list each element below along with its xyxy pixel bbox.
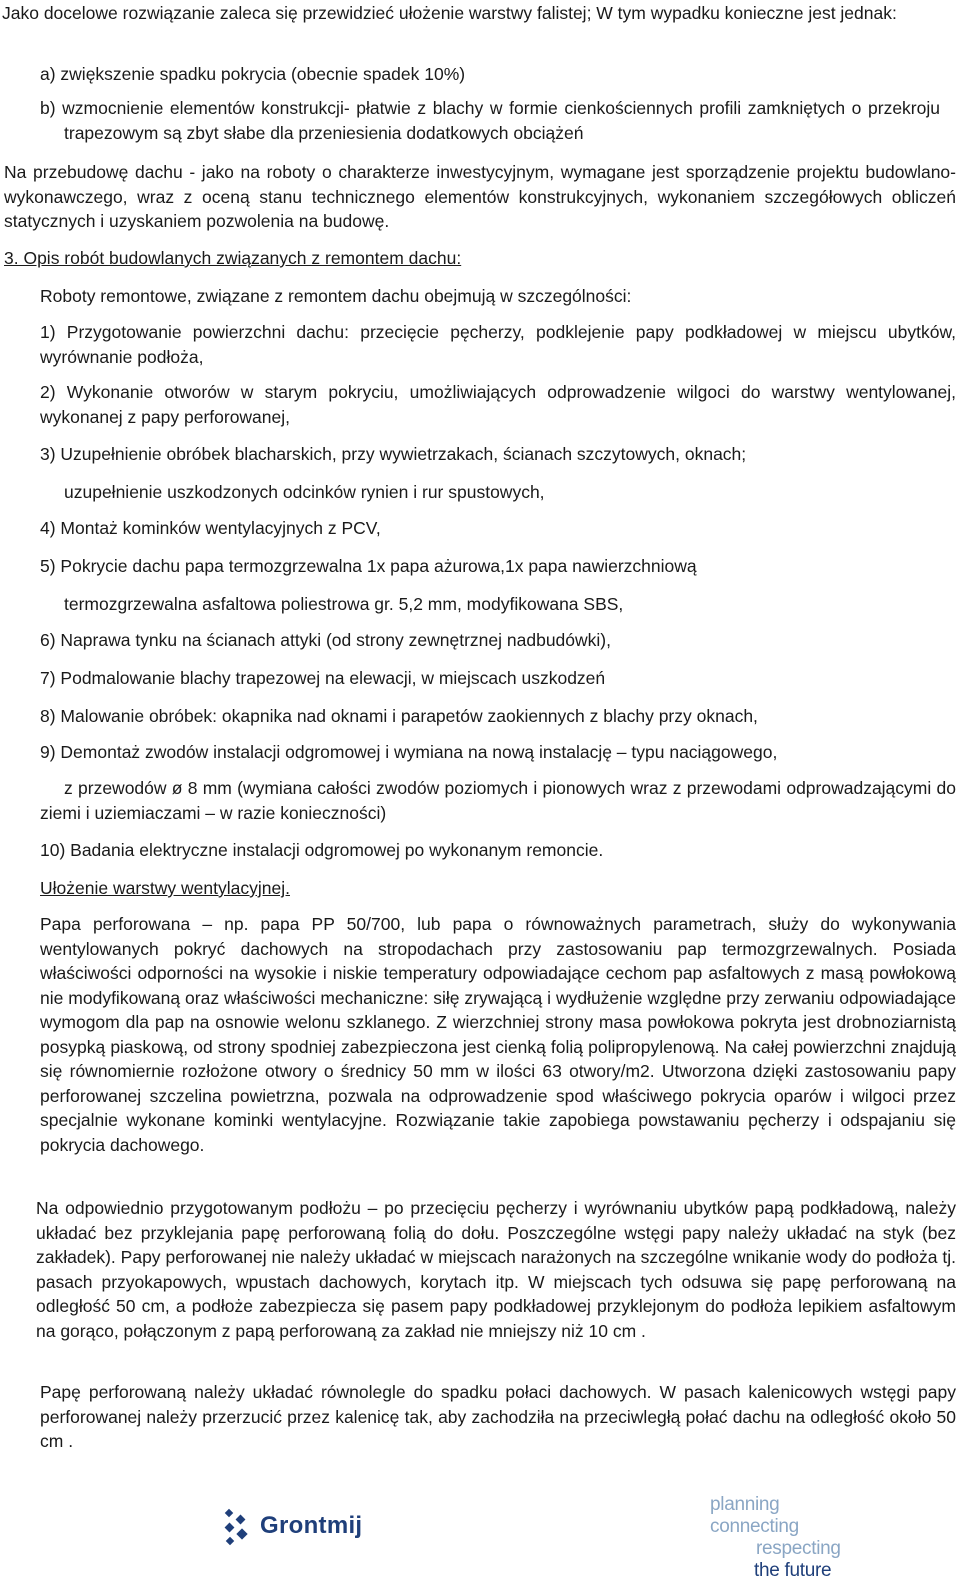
installation-paragraph: Na odpowiednio przygotowanym podłożu – po przecięciu pęcherzy i wyrównaniu ubytków papą podkładową, należy układać bez przyklejania papę perforowaną folią do dołu. Poszczególne wstęgi papy należy układać na styk (bez zakładek). Papy perforowanej nie należy układać w miejscach narażonych na szczególne wnikanie wody do podłoża tj. pasach przyokapowych, wpustach dachowych, korytach itp. W miejscach tych odsuwa się papę perforowaną na odległość 50 cm, a podłoże zabezpiecza się pasem papy podkładowej przyklejonym do podłoża lepikiem asfaltowym na gorąco, połączonym z papą perforowaną za zakład nie mniejszy niż 10 cm . <box>36 1198 956 1341</box>
intro-paragraph: Jako docelowe rozwiązanie zaleca się przewidzieć ułożenie warstwy falistej; W tym wypadku konieczne jest jednak: <box>2 3 897 23</box>
step-3: 3) Uzupełnienie obróbek blacharskich, przy wywietrzakach, ścianach szczytowych, oknach; <box>40 444 747 464</box>
section-3-heading: 3. Opis robót budowlanych związanych z remontem dachu: <box>4 248 462 268</box>
step-2: 2) Wykonanie otworów w starym pokryciu, umożliwiających odprowadzenie wilgoci do warstwy wentylowanej, wykonanej z papy perforowanej, <box>40 382 956 427</box>
step-1: 1) Przygotowanie powierzchni dachu: przecięcie pęcherzy, podklejenie papy podkładowej w miejscu ubytków, wyrównanie podłoża, <box>40 322 956 367</box>
step-6: 6) Naprawa tynku na ścianach attyki (od strony zewnętrznej nadbudówki), <box>40 630 611 650</box>
step-5: 5) Pokrycie dachu papa termozgrzewalna 1x papa ażurowa,1x papa nawierzchniową <box>40 556 697 576</box>
step-9-continued: z przewodów ø 8 mm (wymiana całości zwodów poziomych i pionowych wraz z przewodami odprowadzającymi do ziemi i uziemiaczami – w razie konieczności) <box>40 778 956 823</box>
ridge-paragraph: Papę perforowaną należy układać równolegle do spadku połaci dachowych. W pasach kalenicowych wstęgi papy perforowanej należy przerzucić przez kalenicę tak, aby zachodziła na przeciwległą połać dachu na odległość około 50 cm . <box>40 1382 956 1451</box>
tagline-line-3: the future <box>754 1560 832 1581</box>
step-8: 8) Malowanie obróbek: okapnika nad oknami i parapetów zaokiennych z blachy przy oknach, <box>40 706 758 726</box>
step-5-continued: termozgrzewalna asfaltowa poliestrowa gr. 5,2 mm, modyfikowana SBS, <box>64 594 624 614</box>
step-9: 9) Demontaż zwodów instalacji odgromowej i wymiana na nową instalację – typu naciągowego, <box>40 742 778 762</box>
list-item-a: a) zwiększenie spadku pokrycia (obecnie spadek 10%) <box>40 64 466 84</box>
step-3-continued: uzupełnienie uszkodzonych odcinków rynien i rur spustowych, <box>64 482 545 502</box>
tagline-line-2: respecting <box>756 1538 841 1559</box>
perforated-paper-paragraph: Papa perforowana – np. papa PP 50/700, lub papa o równoważnych parametrach, służy do wykonywania wentylowanych pokryć dachowych na stropodachach przy zastosowaniu pap termozgrzewalnych. Posiada właściwości odporności na wysokie i niskie temperatury odpowiadające cechom pap asfaltowych z masą powłokową nie modyfikowaną oraz właściwości mechaniczne: siłę zrywającą i wydłużenie względne przy zerwaniu odpowiadające wymogom dla pap na osnowie welonu szklanego. Z wierzchniej strony masa powłokowa pokryta jest drobnoziarnistą posypką piaskową, od strony spodniej zabezpieczona jest cienką folią polipropylenową. Na całej powierzchni znajdują się równomiernie rozłożone otwory o średnicy 50 mm w ilości 63 otwory/m2. Utworzona dzięki zastosowaniu papy perforowanej szczelina powietrzna, pozwala na odprowadzenie spod właściwego pokrycia oparów i wilgoci przez specjalnie wykonane kominki wentylacyjne. Rozwiązanie takie zapobiega powstawaniu pęcherzy i odspajaniu się pokrycia dachowego. <box>40 914 956 1155</box>
step-7: 7) Podmalowanie blachy trapezowej na elewacji, w miejscach uszkodzeń <box>40 668 606 688</box>
ventilation-layer-heading: Ułożenie warstwy wentylacyjnej. <box>40 878 290 898</box>
step-4: 4) Montaż kominków wentylacyjnych z PCV, <box>40 518 381 538</box>
tagline-line-1: planning connecting <box>710 1494 799 1537</box>
logo-wordmark: Grontmij <box>260 1512 363 1539</box>
rebuild-note-paragraph: Na przebudowę dachu - jako na roboty o charakterze inwestycyjnym, wymagane jest sporządzenie projektu budowlano-wykonawczego, wraz z oceną stanu technicznego elementów konstrukcyjnych, wykonaniem szczegółowych obliczeń statycznych i uzyskaniem pozwolenia na budowę. <box>4 162 956 231</box>
section-3-intro: Roboty remontowe, związane z remontem dachu obejmują w szczególności: <box>40 286 632 306</box>
list-item-b: b) wzmocnienie elementów konstrukcji- płatwie z blachy w formie cienkościennych profili zamkniętych o przekroju trapezowym są zbyt słabe dla przeniesienia dodatkowych obciążeń <box>40 98 940 143</box>
grontmij-logo <box>222 1502 382 1552</box>
step-10: 10) Badania elektryczne instalacji odgromowej po wykonanym remoncie. <box>40 840 604 860</box>
footer-tagline <box>710 1494 860 1582</box>
grontmij-mark-icon <box>222 1506 256 1548</box>
